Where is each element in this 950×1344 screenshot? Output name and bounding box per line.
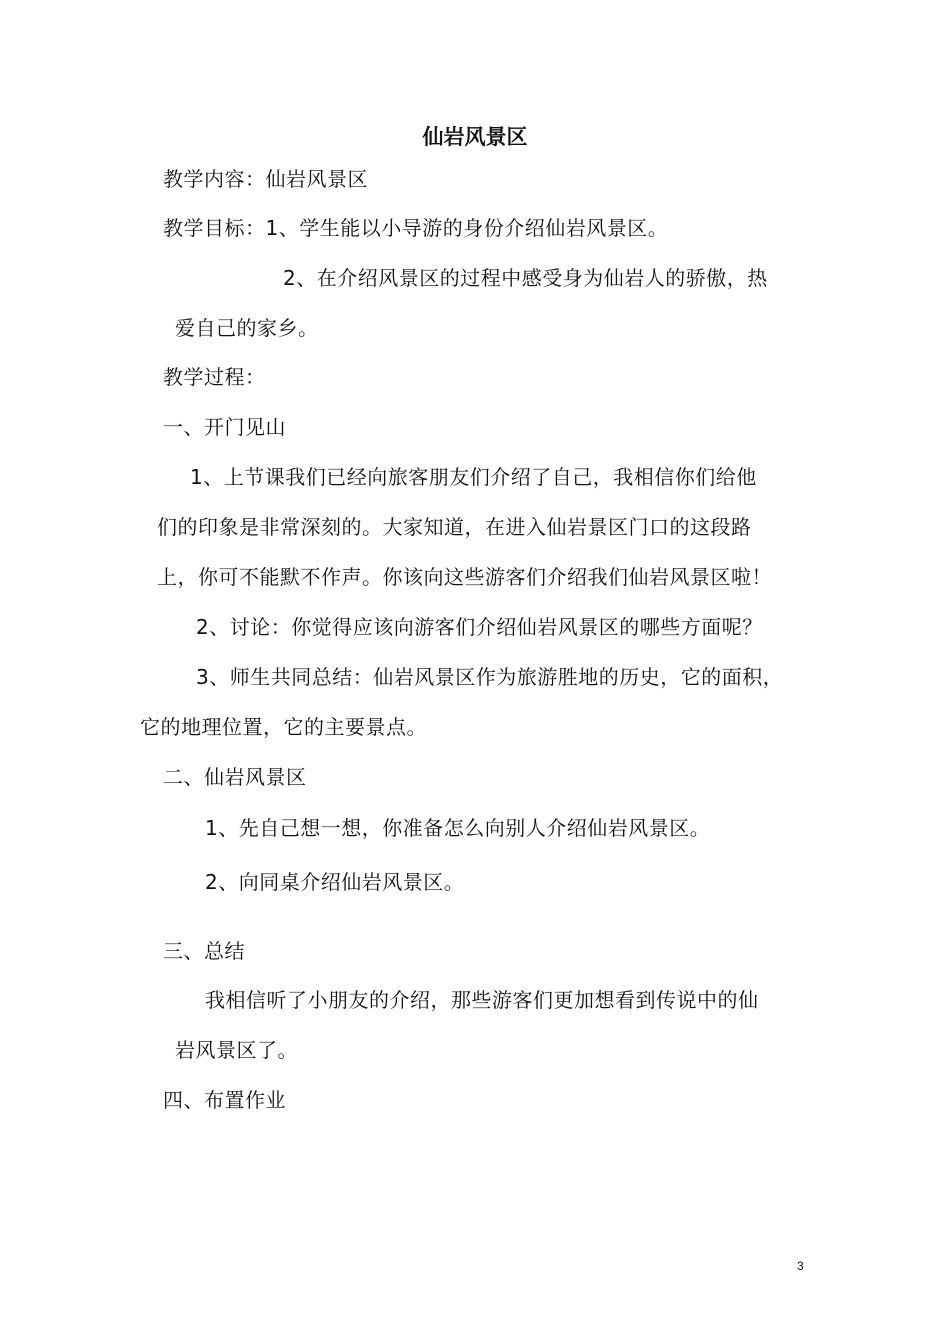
section-1-paragraph-line-2: 们的印象是非常深刻的。大家知道，在进入仙岩景区门口的这段路 xyxy=(157,515,752,539)
teaching-goal-line-1: 教学目标：1、学生能以小导游的身份介绍仙岩风景区。 xyxy=(163,216,669,240)
section-3-paragraph-line-1: 我相信听了小朋友的介绍，那些游客们更加想看到传说中的仙 xyxy=(205,988,759,1012)
section-1-summary-line-1: 3、师生共同总结：仙岩风景区作为旅游胜地的历史，它的面积， xyxy=(196,665,784,689)
page-number: 3 xyxy=(797,1259,804,1273)
section-1-discussion-line: 2、讨论：你觉得应该向游客们介绍仙岩风景区的哪些方面呢？ xyxy=(196,615,763,639)
teaching-goal-line-2: 2、在介绍风景区的过程中感受身为仙岩人的骄傲，热 xyxy=(283,266,768,290)
section-1-heading: 一、开门见山 xyxy=(163,415,286,439)
document-title: 仙岩风景区 xyxy=(422,125,528,149)
section-3-paragraph-line-2: 岩风景区了。 xyxy=(175,1038,298,1062)
teaching-process-heading: 教学过程： xyxy=(163,365,266,389)
section-4-heading: 四、布置作业 xyxy=(163,1088,286,1112)
section-1-paragraph-line-1: 1、上节课我们已经向旅客朋友们介绍了自己，我相信你们给他 xyxy=(190,465,757,489)
section-3-heading: 三、总结 xyxy=(163,939,245,963)
section-1-paragraph-line-3: 上，你可不能默不作声。你该向这些游客们介绍我们仙岩风景区啦！ xyxy=(157,565,772,589)
section-1-summary-line-2: 它的地理位置，它的主要景点。 xyxy=(140,715,427,739)
section-2-item-1: 1、先自己想一想，你准备怎么向别人介绍仙岩风景区。 xyxy=(205,816,711,840)
teaching-content-line: 教学内容：仙岩风景区 xyxy=(163,167,368,191)
teaching-goal-line-3: 爱自己的家乡。 xyxy=(175,316,319,340)
section-2-item-2: 2、向同桌介绍仙岩风景区。 xyxy=(205,870,465,894)
section-2-heading: 二、仙岩风景区 xyxy=(163,765,307,789)
